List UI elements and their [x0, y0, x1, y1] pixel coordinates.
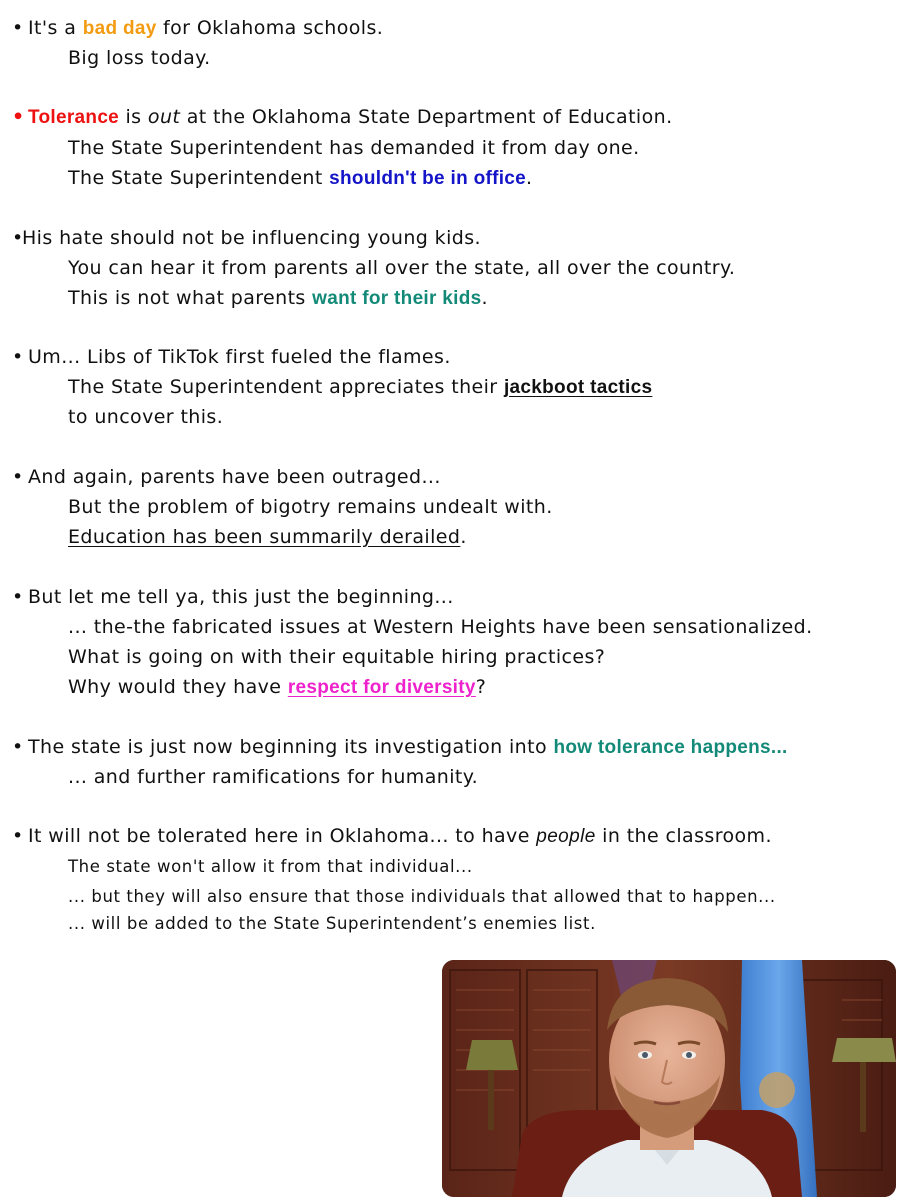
highlight-want-for-their-kids: want for their kids	[312, 288, 482, 309]
line-s4-2: The State Superintendent appreciates their jackboot tactics	[68, 376, 653, 398]
line-s8-3: ... but they will also ensure that those individuals that allowed that to happen...	[68, 887, 776, 906]
bullet: •	[12, 17, 24, 39]
line-s4-3: to uncover this.	[68, 406, 224, 428]
line-s6-4: Why would they have respect for diversity?	[68, 676, 487, 698]
line-s6-1: • But let me tell ya, this just the beginning...	[12, 586, 454, 608]
line-s5-3: Education has been summarily derailed.	[68, 526, 467, 548]
line-s5-2: But the problem of bigotry remains undealt with.	[68, 496, 553, 518]
highlight-shouldnt-be-in-office: shouldn't be in office	[329, 168, 527, 189]
line-s3-2: You can hear it from parents all over the state, all over the country.	[68, 257, 736, 279]
line-s1-2: Big loss today.	[68, 47, 211, 69]
bullet: •	[12, 106, 25, 128]
bullet: •	[12, 227, 24, 249]
highlight-how-tolerance-happens: how tolerance happens...	[553, 737, 788, 758]
highlight-respect-for-diversity: respect for diversity	[287, 677, 476, 698]
speaker-video-frame	[442, 960, 896, 1197]
underline-derailed: Education has been summarily derailed	[68, 526, 461, 548]
bullet: •	[12, 736, 24, 758]
line-s6-3: What is going on with their equitable hiring practices?	[68, 646, 606, 668]
line-s1-1: • It's a bad day for Oklahoma schools.	[12, 17, 384, 39]
bullet: •	[12, 586, 24, 608]
bullet: •	[12, 346, 24, 368]
line-s2-2: The State Superintendent has demanded it from day one.	[68, 137, 640, 159]
line-s8-2: The state won't allow it from that individual...	[68, 857, 473, 876]
line-s3-1: •His hate should not be influencing young kids.	[12, 227, 481, 249]
line-s5-1: • And again, parents have been outraged...	[12, 466, 441, 488]
italic-people: people	[536, 826, 596, 847]
bullet: •	[12, 825, 24, 847]
bullet: •	[12, 466, 24, 488]
speaker-photo	[442, 960, 896, 1197]
line-s8-4: ... will be added to the State Superintendent’s enemies list.	[68, 914, 596, 933]
line-s8-1: • It will not be tolerated here in Oklahoma... to have people in the classroom.	[12, 825, 772, 847]
line-s2-3: The State Superintendent shouldn't be in office.	[68, 167, 533, 189]
line-s6-2: ... the-the fabricated issues at Western Heights have been sensationalized.	[68, 616, 813, 638]
line-s2-1: • Tolerance is out at the Oklahoma State Department of Education.	[12, 106, 673, 128]
line-s3-3: This is not what parents want for their kids.	[68, 287, 488, 309]
line-s7-2: ... and further ramifications for humanity.	[68, 766, 479, 788]
highlight-tolerance: Tolerance	[28, 107, 120, 128]
line-s4-1: • Um... Libs of TikTok first fueled the flames.	[12, 346, 451, 368]
highlight-jackboot-tactics: jackboot tactics	[503, 377, 653, 398]
line-s7-1: • The state is just now beginning its investigation into how tolerance happens...	[12, 736, 788, 758]
highlight-bad-day: bad day	[82, 18, 157, 39]
italic-out: out	[147, 106, 181, 128]
